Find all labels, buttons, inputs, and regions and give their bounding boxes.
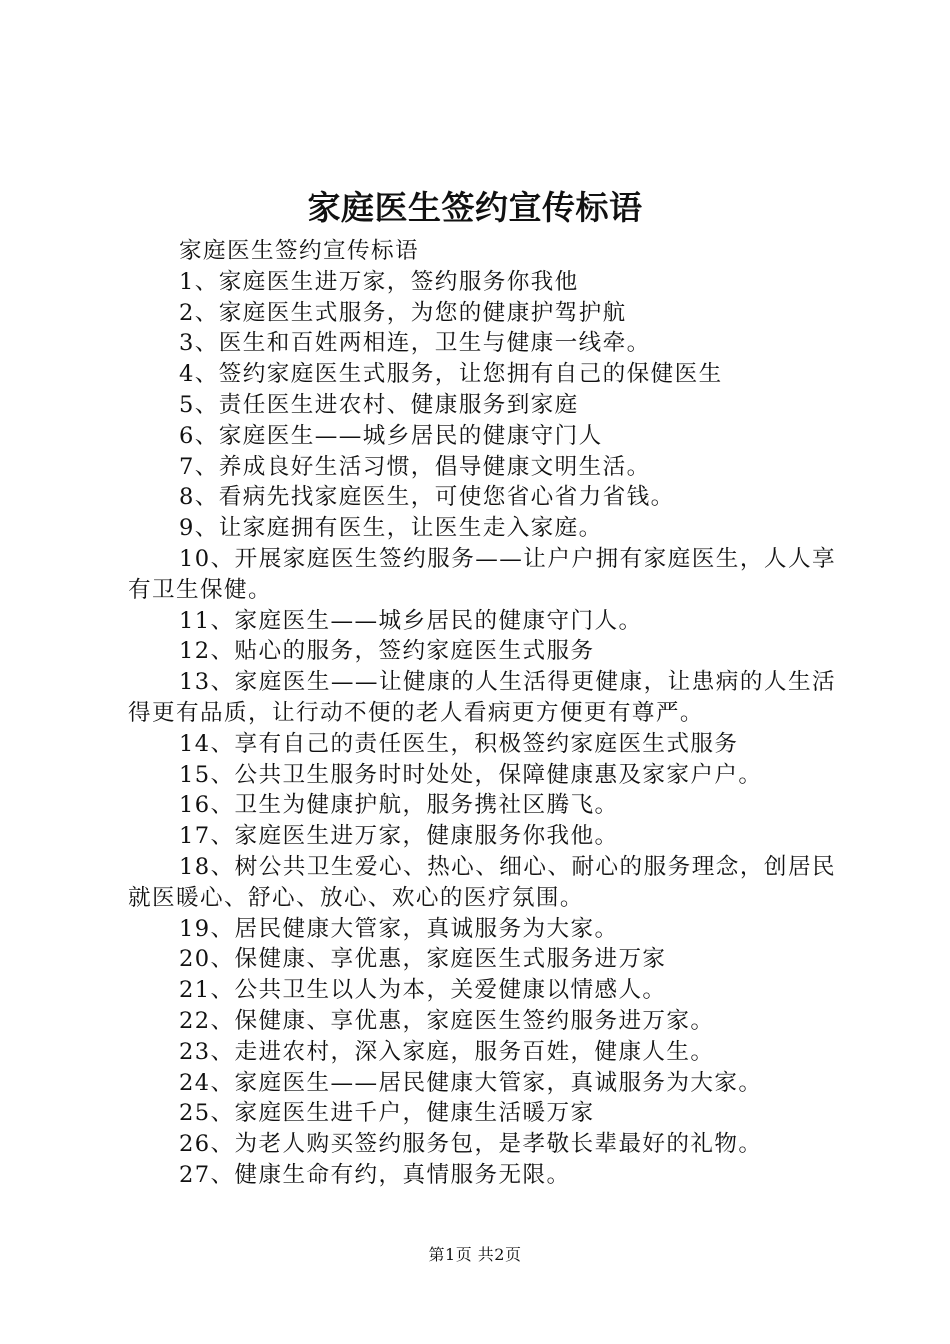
slogan-item: 16、卫生为健康护航，服务携社区腾飞。 [179,792,619,819]
slogan-item: 14、享有自己的责任医生，积极签约家庭医生式服务 [179,730,739,757]
slogan-item: 6、家庭医生——城乡居民的健康守门人 [179,422,603,449]
slogan-item: 4、签约家庭医生式服务，让您拥有自己的保健医生 [179,361,723,388]
document-body [128,236,836,1191]
slogan-item: 15、公共卫生服务时时处处，保障健康惠及家家户户。 [179,761,763,788]
slogan-item: 18、树公共卫生爱心、热心、细心、耐心的服务理念，创居民就医暖心、舒心、放心、欢心的医疗氛围。 [128,853,836,911]
slogan-item: 5、责任医生进农村、健康服务到家庭 [179,391,579,418]
slogan-item: 3、医生和百姓两相连，卫生与健康一线牵。 [179,330,651,357]
slogan-item: 2、家庭医生式服务，为您的健康护驾护航 [179,299,627,326]
slogan-item: 13、家庭医生——让健康的人生活得更健康，让患病的人生活得更有品质，让行动不便的老人看病更方便更有尊严。 [128,669,836,726]
slogan-item: 20、保健康、享优惠，家庭医生式服务进万家 [179,946,667,973]
slogan-item: 12、贴心的服务，签约家庭医生式服务 [179,638,595,665]
slogan-item: 10、开展家庭医生签约服务——让户户拥有家庭医生，人人享有卫生保健。 [128,545,836,603]
slogan-item: 9、让家庭拥有医生，让医生走入家庭。 [179,515,603,542]
slogan-item: 17、家庭医生进万家，健康服务你我他。 [179,823,619,850]
document-title: 家庭医生签约宣传标语 [307,188,643,227]
slogan-item: 26、为老人购买签约服务包，是孝敬长辈最好的礼物。 [179,1131,763,1158]
slogan-item: 19、居民健康大管家，真诚服务为大家。 [179,915,619,942]
paragraph: 家庭医生签约宣传标语 [179,238,419,264]
slogan-item: 22、保健康、享优惠，家庭医生签约服务进万家。 [179,1007,715,1034]
slogan-item: 21、公共卫生以人为本，关爱健康以情感人。 [179,977,667,1004]
slogan-item: 27、健康生命有约，真情服务无限。 [179,1161,571,1188]
slogan-item: 8、看病先找家庭医生，可使您省心省力省钱。 [179,484,675,511]
slogan-item: 23、走进农村，深入家庭，服务百姓，健康人生。 [179,1038,715,1065]
slogan-item: 11、家庭医生——城乡居民的健康守门人。 [179,607,643,634]
slogan-item: 24、家庭医生——居民健康大管家，真诚服务为大家。 [179,1069,763,1096]
slogan-item: 25、家庭医生进千户，健康生活暖万家 [179,1100,595,1127]
slogan-item: 1、家庭医生进万家，签约服务你我他 [179,268,579,295]
page-footer: 第1页 共2页 [428,1245,522,1264]
slogan-item: 7、养成良好生活习惯，倡导健康文明生活。 [179,453,651,480]
